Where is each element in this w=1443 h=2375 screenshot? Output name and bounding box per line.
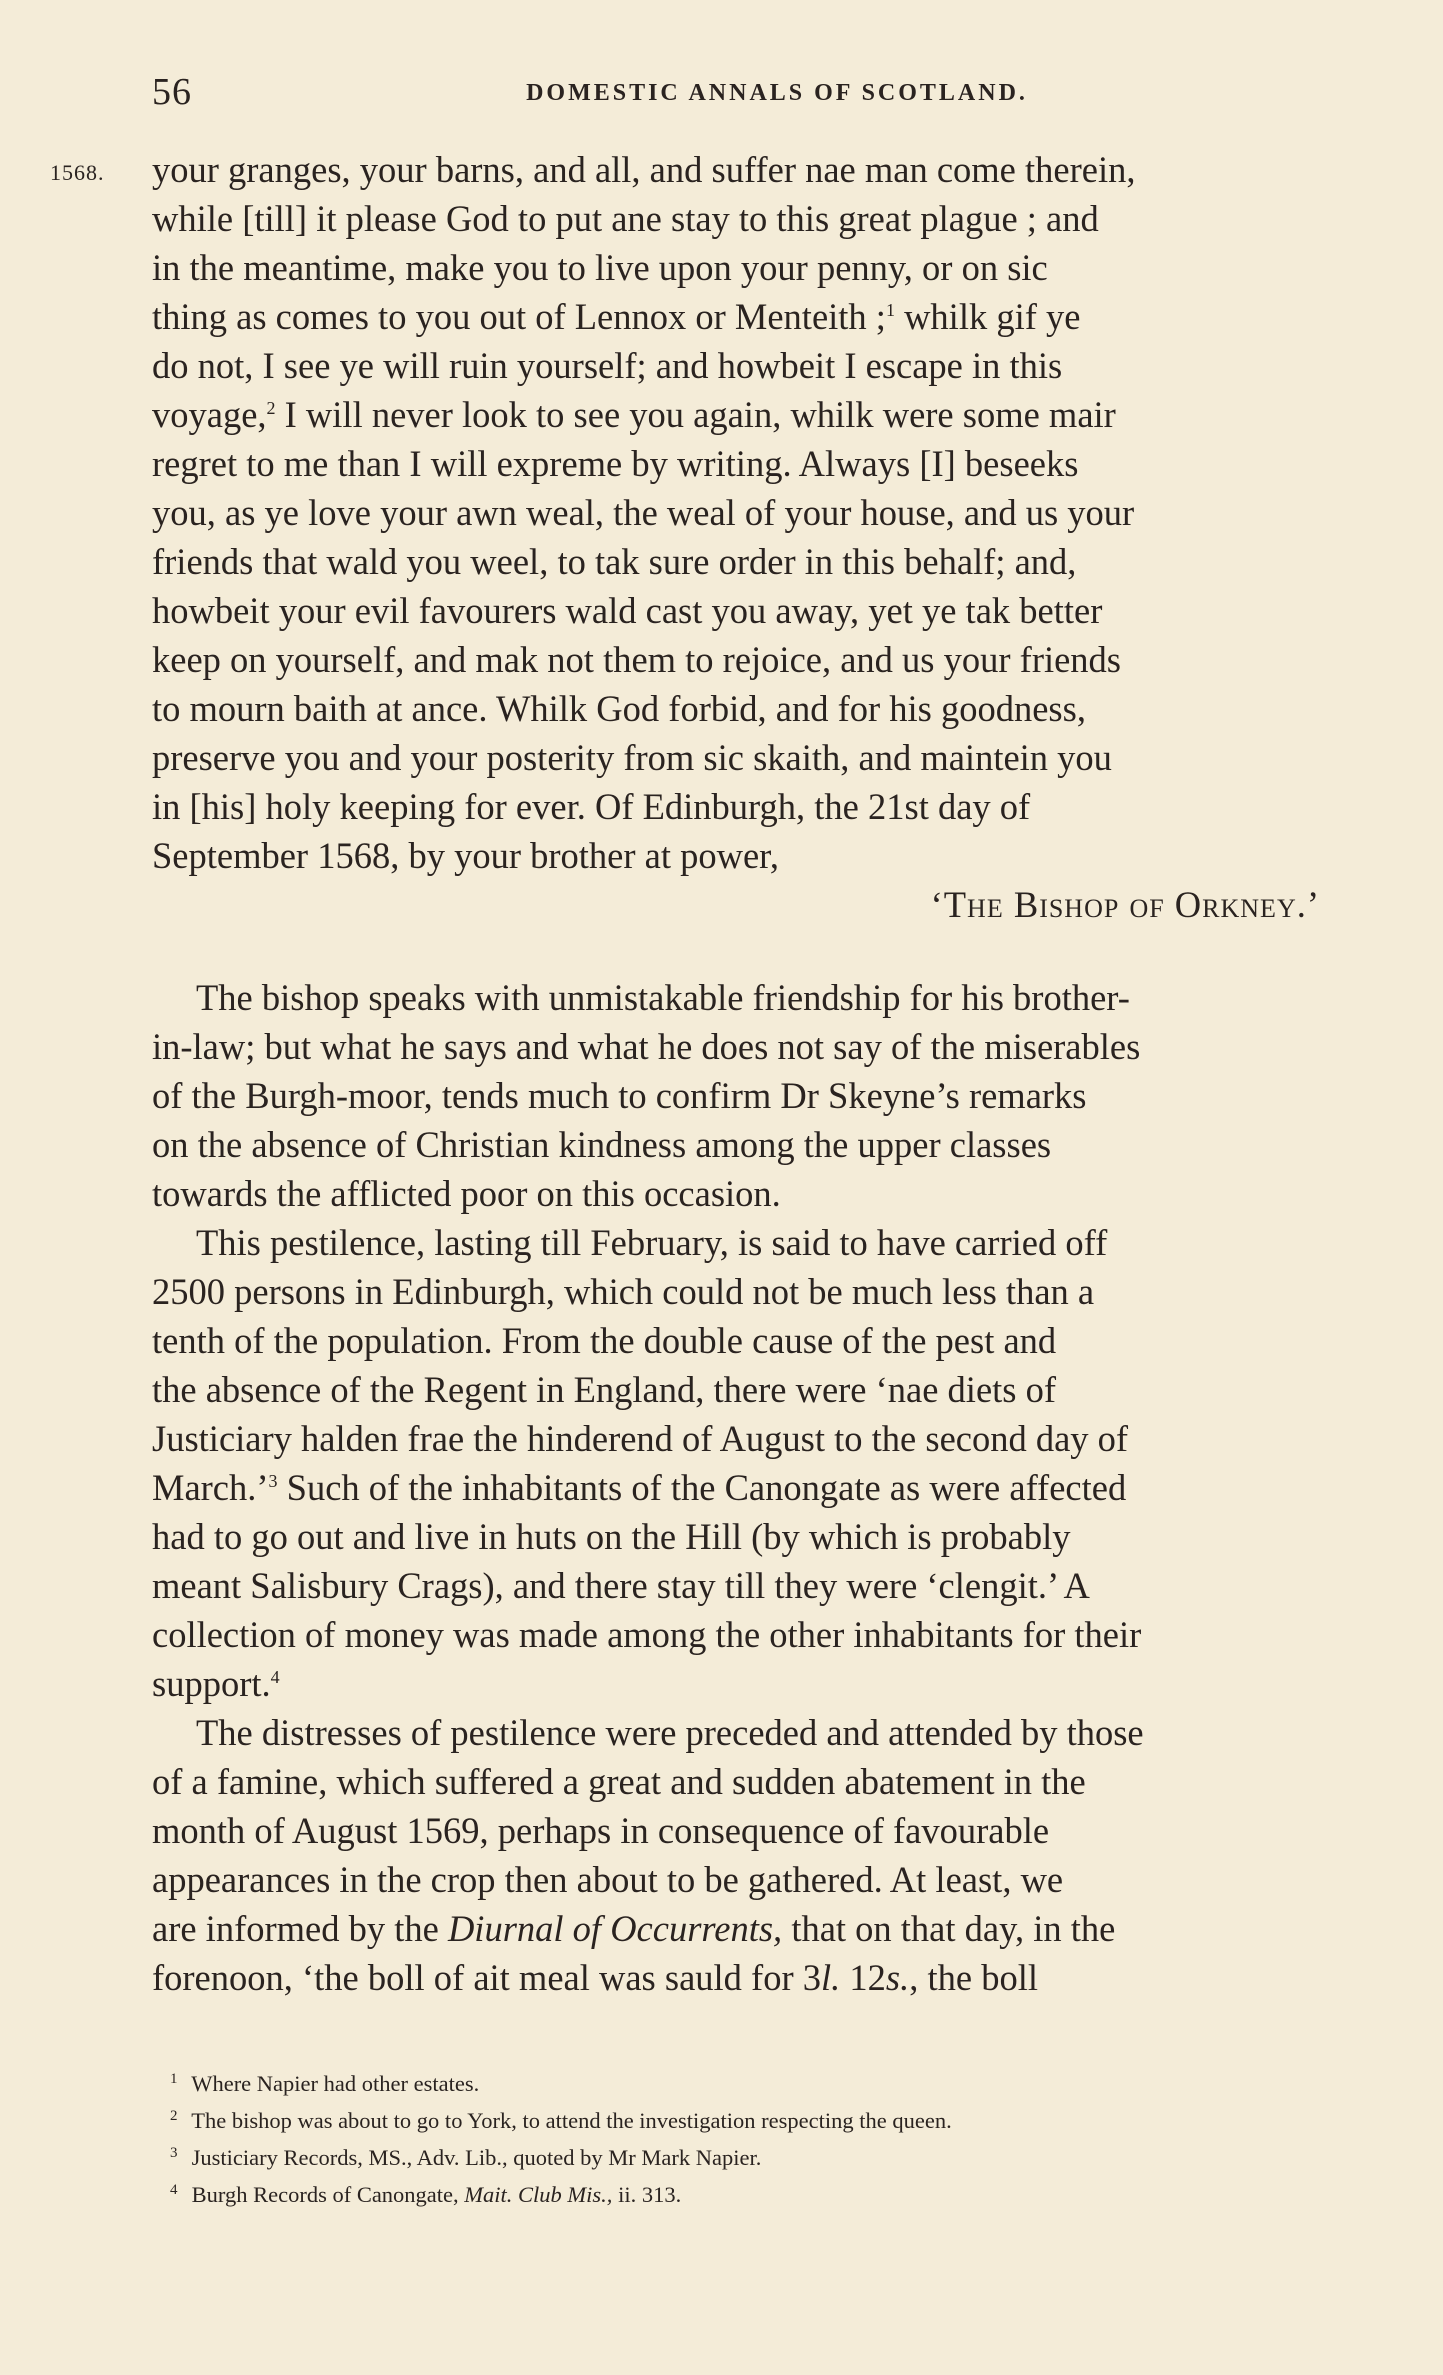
text-line: preserve you and your posterity from sic skaith, and maintein you: [152, 737, 1112, 778]
running-head: [152, 70, 1342, 120]
body-text: [152, 145, 1340, 2002]
text-line: thing as comes to you out of Lennox or Menteith ;$^1$ whilk gif ye: [152, 296, 1081, 337]
text-line: The distresses of pestilence were preceded and attended by those: [196, 1712, 1144, 1753]
text-line: regret to me than I will expreme by writing. Always [I] beseeks: [152, 443, 1079, 484]
running-title: DOMESTIC ANNALS OF SCOTLAND.: [526, 80, 1028, 106]
text-line: to mourn baith at ance. Whilk God forbid, and for his goodness,: [152, 688, 1086, 729]
footnote-ref: 3: [268, 1470, 278, 1491]
text-line: 2500 persons in Edinburgh, which could not be much less than a: [152, 1271, 1095, 1312]
footnotes: [170, 2065, 1350, 2213]
text-line: This pestilence, lasting till February, is said to have carried off: [196, 1222, 1108, 1263]
footnote: 2 The bishop was about to go to York, to attend the investigation respecting the queen.: [170, 2107, 952, 2133]
text-line: the absence of the Regent in England, there were ‘nae diets of: [152, 1369, 1057, 1410]
italic-title: Diurnal of Occurrents,: [447, 1908, 783, 1949]
text-line: while [till] it please God to put ane stay to this great plague ; and: [152, 198, 1099, 239]
footnote: 3 Justiciary Records, MS., Adv. Lib., quoted by Mr Mark Napier.: [170, 2144, 762, 2170]
text-line: of the Burgh-moor, tends much to confirm Dr Skeyne’s remarks: [152, 1075, 1087, 1116]
footnote: 4 Burgh Records of Canongate, Mait. Club Mis., ii. 313.: [170, 2181, 682, 2207]
text-line: meant Salisbury Crags), and there stay till they were ‘clengit.’ A: [152, 1565, 1090, 1606]
text-line: in-law; but what he says and what he does not say of the miserables: [152, 1026, 1141, 1067]
text-line: The bishop speaks with unmistakable friendship for his brother-: [196, 977, 1130, 1018]
text-line: towards the afflicted poor on this occasion.: [152, 1173, 781, 1214]
page-number: 56: [152, 71, 192, 113]
text-line: voyage,$^2$ I will never look to see you again, whilk were some mair: [152, 394, 1116, 435]
text-line: your granges, your barns, and all, and suffer nae man come therein,: [152, 149, 1136, 190]
text-line: friends that wald you weel, to tak sure order in this behalf; and,: [152, 541, 1077, 582]
text-line: are informed by the Diurnal of Occurrents, that on that day, in the: [152, 1908, 1116, 1949]
text-line: Justiciary halden frae the hinderend of August to the second day of: [152, 1418, 1129, 1459]
footnote-ref: 4: [270, 1666, 280, 1687]
text-line: tenth of the population. From the double cause of the pest and: [152, 1320, 1057, 1361]
text-line: keep on yourself, and mak not them to rejoice, and us your friends: [152, 639, 1122, 680]
text-line: September 1568, by your brother at power,: [152, 835, 779, 876]
text-line: in [his] holy keeping for ever. Of Edinburgh, the 21st day of: [152, 786, 1031, 827]
footnote: 1 Where Napier had other estates.: [170, 2070, 480, 2096]
margin-year: 1568.: [50, 160, 105, 185]
text-line: you, as ye love your awn weal, the weal of your house, and us your: [152, 492, 1135, 533]
footnote-ref: 2: [266, 397, 276, 418]
text-line: appearances in the crop then about to be gathered. At least, we: [152, 1859, 1064, 1900]
text-line: forenoon, ‘the boll of ait meal was sauld for 3l. 12s., the boll: [152, 1957, 1038, 1998]
text-line: howbeit your evil favourers wald cast you away, yet ye tak better: [152, 590, 1103, 631]
text-line: support.$^4$: [152, 1663, 280, 1704]
text-line: month of August 1569, perhaps in consequence of favourable: [152, 1810, 1050, 1851]
text-line: on the absence of Christian kindness among the upper classes: [152, 1124, 1052, 1165]
letter-signature: ‘The Bishop of Orkney.’: [930, 884, 1320, 925]
text-line: collection of money was made among the other inhabitants for their: [152, 1614, 1142, 1655]
text-line: in the meantime, make you to live upon your penny, or on sic: [152, 247, 1048, 288]
text-line: March.’$^3$ Such of the inhabitants of the Canongate as were affected: [152, 1467, 1127, 1508]
footnote-ref: 1: [885, 299, 895, 320]
text-line: of a famine, which suffered a great and sudden abatement in the: [152, 1761, 1086, 1802]
text-line: had to go out and live in huts on the Hill (by which is probably: [152, 1516, 1071, 1557]
text-line: do not, I see ye will ruin yourself; and howbeit I escape in this: [152, 345, 1063, 386]
